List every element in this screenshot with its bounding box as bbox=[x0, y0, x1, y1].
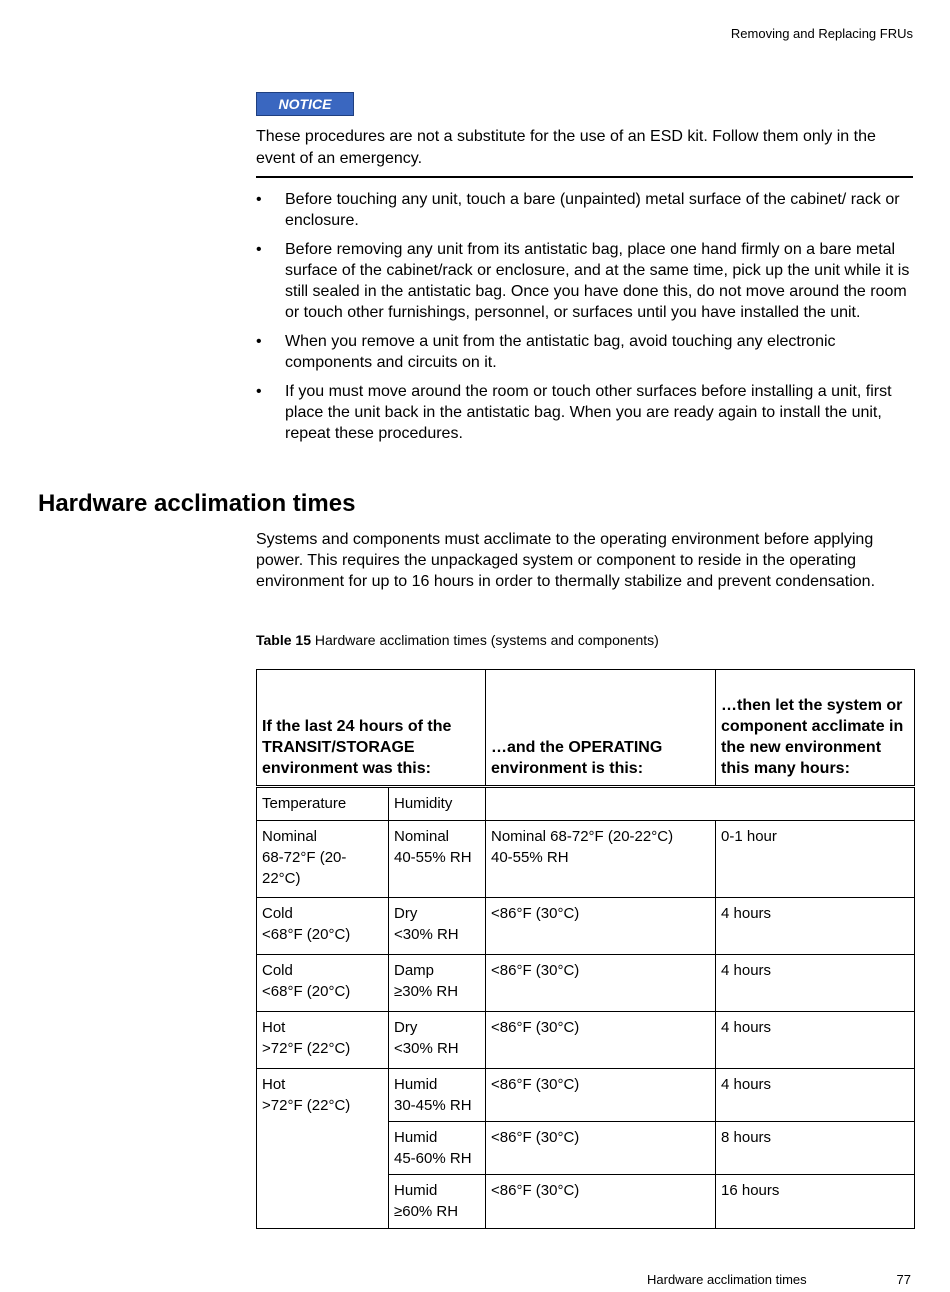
list-item-text: When you remove a unit from the antistatic bag, avoid touching any electronic components and circuits on it. bbox=[285, 333, 836, 371]
page-number: 77 bbox=[896, 1272, 911, 1287]
acclimation-table bbox=[256, 669, 915, 1229]
cell-humidity bbox=[389, 955, 486, 1012]
humidity-label: Humid bbox=[394, 1129, 438, 1146]
cell-hours: 4 hours bbox=[716, 1012, 915, 1069]
humidity-label: Dry bbox=[394, 905, 418, 922]
table-header-row bbox=[257, 670, 915, 787]
table-row bbox=[257, 1069, 915, 1122]
list-item-text: Before touching any unit, touch a bare (unpainted) metal surface of the cabinet/ rack or enclosure. bbox=[285, 191, 900, 229]
table-caption-text: Hardware acclimation times (systems and components) bbox=[314, 632, 659, 648]
cell-temperature bbox=[257, 821, 389, 898]
bullet-icon: • bbox=[256, 241, 262, 258]
temp-value: >72°F (22°C) bbox=[262, 1097, 351, 1114]
humidity-value: 40-55% RH bbox=[394, 849, 472, 866]
section-intro: Systems and components must acclimate to the operating environment before applying power. This requires the unpackaged system or component to reside in the operating environment for up to 16 hours in order to thermally stabilize and prevent condensation. bbox=[256, 531, 876, 590]
section-title: Hardware acclimation times bbox=[38, 490, 356, 517]
header-hours: …then let the system or component acclimate in the new environment this many hours: bbox=[716, 670, 915, 787]
cell-operating: <86°F (30°C) bbox=[486, 955, 716, 1012]
table-row bbox=[257, 955, 915, 1012]
cell-humidity bbox=[389, 1012, 486, 1069]
table-caption bbox=[256, 630, 659, 650]
humidity-value: <30% RH bbox=[394, 926, 459, 943]
cell-temperature bbox=[257, 955, 389, 1012]
cell-hours: 8 hours bbox=[716, 1122, 915, 1175]
bullet-icon: • bbox=[256, 383, 262, 400]
footer-title: Hardware acclimation times bbox=[647, 1272, 807, 1287]
cell-humidity bbox=[389, 1175, 486, 1229]
operating-value-2: 40-55% RH bbox=[491, 849, 569, 866]
list-item bbox=[256, 331, 913, 373]
notice-text: These procedures are not a substitute for the use of an ESD kit. Follow them only in the event of an emergency. bbox=[256, 128, 876, 167]
operating-value: Nominal 68-72°F (20-22°C) bbox=[491, 828, 674, 845]
list-item bbox=[256, 381, 913, 444]
table-row bbox=[257, 898, 915, 955]
cell-operating: <86°F (30°C) bbox=[486, 898, 716, 955]
humidity-label: Dry bbox=[394, 1019, 418, 1036]
cell-hours: 4 hours bbox=[716, 955, 915, 1012]
subheader-temperature: Temperature bbox=[257, 787, 389, 821]
notice-badge: NOTICE bbox=[256, 92, 354, 116]
cell-hours: 0-1 hour bbox=[716, 821, 915, 898]
humidity-label: Humid bbox=[394, 1182, 438, 1199]
temp-label: Cold bbox=[262, 962, 293, 979]
list-item-text: If you must move around the room or touch other surfaces before installing a unit, first place the unit back in the antistatic bag. When you are ready again to install the unit, repeat these procedures. bbox=[285, 383, 892, 442]
humidity-label: Damp bbox=[394, 962, 435, 979]
temp-label: Cold bbox=[262, 905, 293, 922]
notice-divider bbox=[256, 176, 913, 178]
cell-temperature bbox=[257, 1069, 389, 1229]
cell-hours: 4 hours bbox=[716, 898, 915, 955]
table-subheader-row bbox=[257, 787, 915, 821]
cell-temperature bbox=[257, 898, 389, 955]
humidity-value: 30-45% RH bbox=[394, 1097, 472, 1114]
table-caption-label: Table 15 bbox=[256, 632, 311, 648]
cell-humidity bbox=[389, 1069, 486, 1122]
list-item-text: Before removing any unit from its antistatic bag, place one hand firmly on a bare metal surface of the cabinet/rack or enclosure, and at the same time, pick up the unit while it is still sealed in the antistatic bag. Once you have done this, do not move around the room or touch other furnishings, personnel, or surfaces until you have installed the unit. bbox=[285, 241, 910, 321]
cell-temperature bbox=[257, 1012, 389, 1069]
cell-operating: <86°F (30°C) bbox=[486, 1012, 716, 1069]
cell-humidity bbox=[389, 898, 486, 955]
cell-hours: 16 hours bbox=[716, 1175, 915, 1229]
cell-humidity bbox=[389, 821, 486, 898]
running-header: Removing and Replacing FRUs bbox=[730, 26, 913, 41]
table-row bbox=[257, 821, 915, 898]
temp-label: Nominal bbox=[262, 828, 318, 845]
humidity-value: <30% RH bbox=[394, 1040, 459, 1057]
subheader-blank bbox=[486, 787, 915, 821]
list-item bbox=[256, 239, 913, 323]
temp-value: 68-72°F (20-22°C) bbox=[262, 849, 347, 887]
temp-value: <68°F (20°C) bbox=[262, 926, 351, 943]
temp-label: Hot bbox=[262, 1019, 286, 1036]
cell-operating: <86°F (30°C) bbox=[486, 1069, 716, 1122]
cell-operating: <86°F (30°C) bbox=[486, 1175, 716, 1229]
humidity-value: ≥60% RH bbox=[394, 1203, 459, 1220]
header-operating: …and the OPERATING environment is this: bbox=[486, 670, 716, 787]
cell-operating: <86°F (30°C) bbox=[486, 1122, 716, 1175]
bullet-icon: • bbox=[256, 333, 262, 350]
cell-operating bbox=[486, 821, 716, 898]
temp-value: <68°F (20°C) bbox=[262, 983, 351, 1000]
table-row bbox=[257, 1012, 915, 1069]
list-item bbox=[256, 189, 913, 231]
humidity-value: ≥30% RH bbox=[394, 983, 459, 1000]
humidity-value: 45-60% RH bbox=[394, 1150, 472, 1167]
humidity-label: Nominal bbox=[394, 828, 450, 845]
temp-value: >72°F (22°C) bbox=[262, 1040, 351, 1057]
temp-label: Hot bbox=[262, 1076, 286, 1093]
header-transit: If the last 24 hours of the TRANSIT/STORAGE environment was this: bbox=[257, 670, 486, 787]
bullet-icon: • bbox=[256, 191, 262, 208]
cell-hours: 4 hours bbox=[716, 1069, 915, 1122]
esd-procedure-list bbox=[256, 189, 913, 452]
humidity-label: Humid bbox=[394, 1076, 438, 1093]
cell-humidity bbox=[389, 1122, 486, 1175]
subheader-humidity: Humidity bbox=[389, 787, 486, 821]
